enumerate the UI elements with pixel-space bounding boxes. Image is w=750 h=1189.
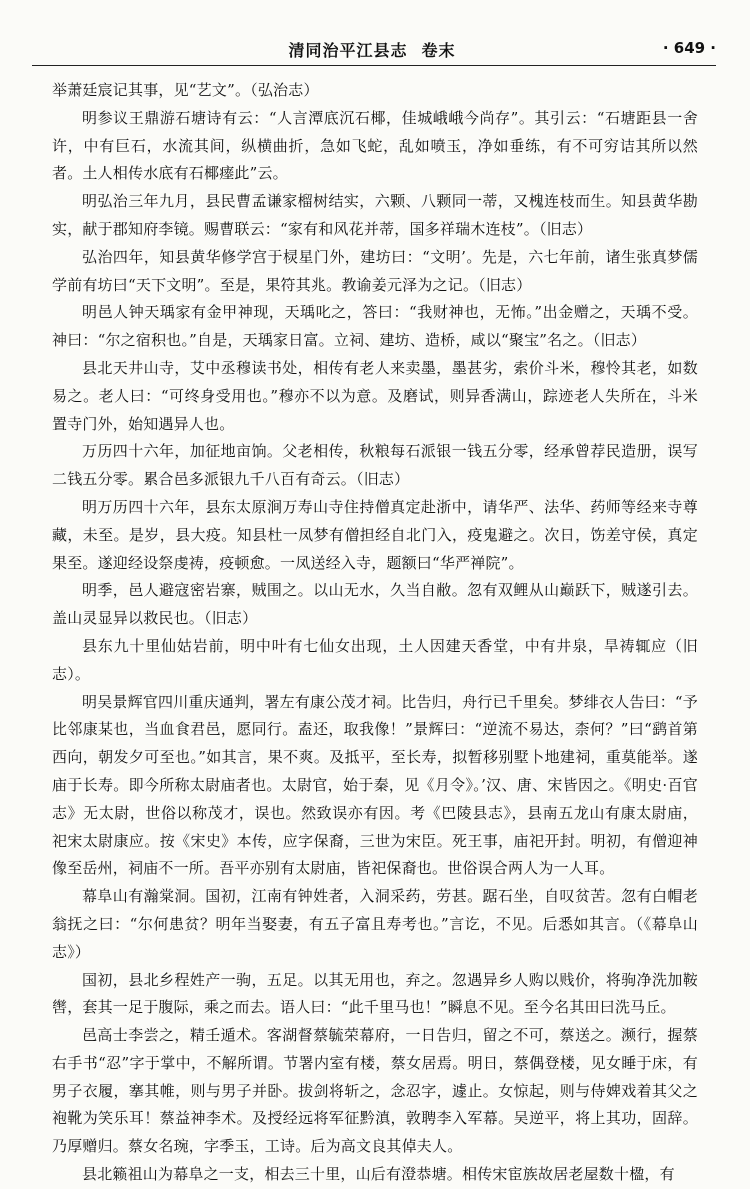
page-body — [52, 77, 698, 1189]
paragraph: 幕阜山有瀚棠洞。国初，江南有钟姓者，入洞采药，劳甚。踞石坐，自叹贫苦。忽有白帽老翁抚之曰：“尔何患贫？明年当娶妻，有五子富且寿考也。”言讫，不见。后悉如其言。（《幕阜山志》） — [52, 887, 698, 961]
running-title — [28, 38, 716, 61]
paragraph: 明参议王鼎游石塘诗有云：“人言潭底沉石椰，佳城峨峨今尚存”。其引云：“石塘距县一舍许，中有巨石，水流其间，纵横曲折，急如飞蛇，乱如喷玉，净如垂练，有不可穷诘其所以然者。土人相传水底有石椰瘗此”云。 — [52, 108, 698, 183]
paragraph: 弘治四年，知县黄华修学宫于棂星门外，建坊曰：“文明’。先是，六七年前，诸生张真梦儒学前有坊曰“天下文明”。至是，果符其兆。教谕姜元泽为之记。（旧志） — [52, 247, 698, 294]
paragraph: 县北天井山寺，艾中丞穆读书处，相传有老人来卖墨，墨甚劣，索价斗米，穆怜其老，如数易之。老人曰：“可终身受用也。”穆亦不以为意。及磨试，则异香满山，踪迹老人失所在，斗米置寺门外，始知遇异人也。 — [52, 358, 698, 433]
paragraph: 明季，邑人避寇密岩寨，贼围之。以山无水，久当自敝。忽有双鲤从山巅跃下，贼遂引去。盖山灵显异以救民也。（旧志） — [52, 581, 698, 628]
paragraph: 邑高士李尝之，精壬遁术。客湖督蔡毓荣幕府，一日告归，留之不可，蔡送之。濒行，握蔡右手书“忍”字于掌中，不解所谓。节署内室有楼，蔡女居焉。明日，蔡偶登楼，见女睡于床，有男子衣履，搴其帷，则与男子并卧。拔剑将斩之，念忍字，遽止。女惊起，则与侍婢戏着其父之袍靴为笑乐耳！蔡益神李术。及授经远将军征黔滇，敦聘李入军幕。吴逆平，将上其功，固辞。乃厚赠归。蔡女名琬，字季玉，工诗。后为高文良其倬夫人。 — [52, 1026, 698, 1156]
paragraph: 明万历四十六年，县东太原涧万寿山寺住持僧真定赴浙中，请华严、法华、药师等经来寺尊藏，未至。是岁，县大疫。知县杜一凤梦有僧担经自北门入，疫鬼避之。次日，饬差守侯，真定果至。遂迎经设祭虔祷，疫顿愈。一凤送经入寺，题额曰“华严禅院”。 — [52, 497, 698, 572]
paragraph: 明邑人钟天瑀家有金甲神现，天瑀叱之，答曰：“我财神也，无怖。”出金赠之，天瑀不受。神曰：“尔之宿积也。”自是，天瑀家日富。立祠、建坊、造桥，咸以“聚宝”名之。（旧志） — [52, 303, 698, 350]
paragraph: 县东九十里仙姑岩前，明中叶有七仙女出现，土人因建天香堂，中有井泉，旱祷辄应（旧志）。 — [52, 636, 698, 683]
paragraph: 县北籁祖山为幕阜之一支，相去三十里，山后有澄恭塘。相传宋宦族故居老屋数十楹，有 — [82, 1165, 675, 1184]
paragraph: 国初，县北乡程姓产一驹，五足。以其无用也，弃之。忽遇异乡人购以贱价，将驹净洗加鞍辔，套其一足于腹际，乘之而去。语人曰：“此千里马也！”瞬息不见。至今名其田曰洗马丘。 — [52, 970, 698, 1017]
page-header — [28, 36, 716, 62]
paragraph: 明弘治三年九月，县民曹孟谦家榴树结实，六颗、八颗同一蒂，又槐连枝而生。知县黄华勘实，献于郡知府李镜。赐曹联云：“家有和风花并蒂，国多祥瑞木连枝”。（旧志） — [52, 192, 698, 238]
book-title: 清同治平江县志 — [288, 41, 408, 60]
paragraph: 万历四十六年，加征地亩饷。父老相传，秋粮每石派银一钱五分零，经承曾荐民造册，误写二钱五分零。累合邑多派银九千八百有奇云。（旧志） — [52, 442, 698, 489]
header-rule — [32, 65, 716, 66]
volume-label: 卷末 — [421, 41, 456, 60]
page-number: · 649 · — [662, 39, 716, 57]
paragraph: 举萧廷宸记其事，见“艺文”。（弘治志） — [52, 81, 319, 99]
paragraph: 明吴景辉官四川重庆通判，署左有康公茂才祠。比告归，舟行已千里矣。梦绯衣人告曰：“予比邻康某也，当血食君邑，愿同行。盍还，取我像！”景辉曰：“逆流不易达，柰何？”曰“鹞首第西向，朝发夕可至也。”如其言，果不爽。及抵平，至长寿，拟暂移别墅卜地建祠，重莫能举。遂庙于长寿。即今所称太尉庙者也。太尉官，始于秦，见《月令》。’汉、唐、宋皆因之。《明史·百官志》无太尉，世俗以称茂才，误也。然致误亦有因。考《巴陵县志》，县南五龙山有康太尉庙，祀宋太尉康应。按《宋史》本传，应字保裔，三世为宋臣。死王事，庙祀开封。明初，有僧迎神像至岳州，祠庙不一所。吾平亦别有太尉庙，皆祀保裔也。世俗误合两人为一人耳。 — [52, 692, 698, 878]
